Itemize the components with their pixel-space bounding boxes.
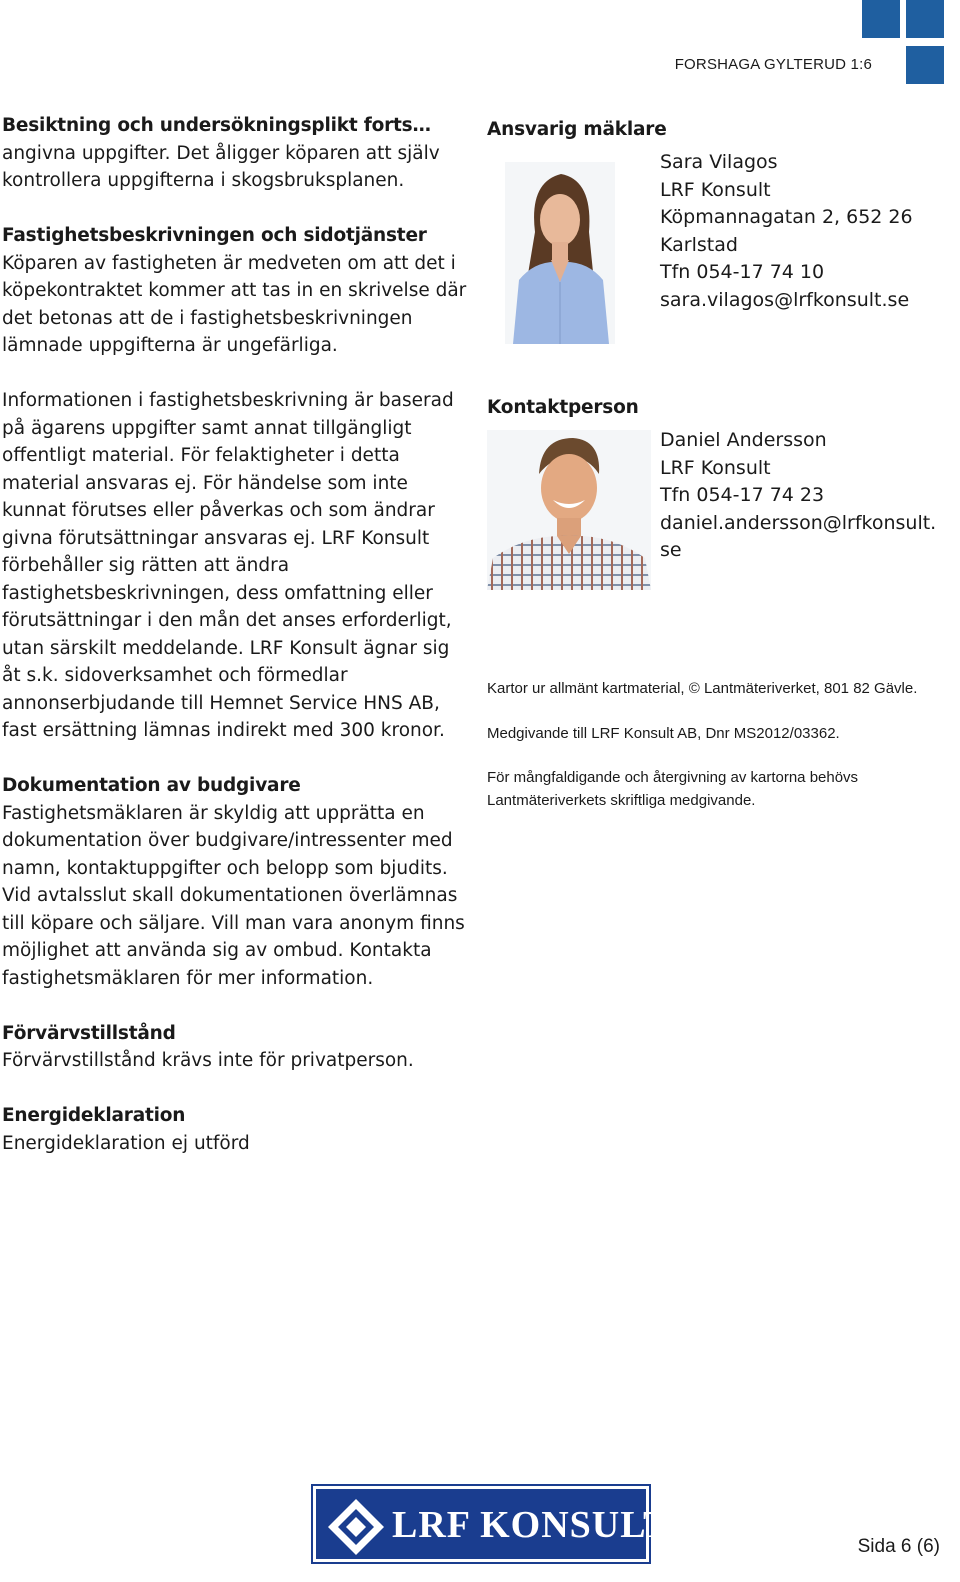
section-heading: Energideklaration bbox=[2, 1105, 186, 1126]
broker-card bbox=[487, 116, 947, 394]
credit-line: För mångfaldigande och återgivning av kartorna behövs Lantmäteriverkets skriftliga medgivande. bbox=[487, 769, 859, 809]
section-heading: Dokumentation av budgivare bbox=[2, 775, 301, 796]
contact-heading: Kontaktperson bbox=[487, 397, 639, 418]
decor-square bbox=[862, 0, 900, 38]
contact-phone: Tfn 054-17 74 23 bbox=[660, 484, 825, 506]
section-text: Förvärvstillstånd krävs inte för privatperson. bbox=[2, 1050, 414, 1071]
section-text: Köparen av fastigheten är medveten om att det i köpekontraktet kommer att tas in en skrivelse där det betonas att de i fastighetsbeskrivningen lämnade uppgifterna är ungefärliga. bbox=[2, 252, 467, 356]
contact-company: LRF Konsult bbox=[660, 456, 771, 479]
broker-city: Karlstad bbox=[660, 233, 738, 256]
section-information bbox=[2, 387, 472, 745]
section-budgivare bbox=[2, 772, 472, 992]
corner-decoration bbox=[860, 0, 960, 90]
broker-phone: Tfn 054-17 74 10 bbox=[660, 261, 825, 283]
broker-photo bbox=[505, 162, 615, 344]
lrf-konsult-logo bbox=[313, 1486, 670, 1562]
broker-email[interactable]: sara.vilagos@lrfkonsult.se bbox=[660, 288, 910, 311]
broker-info bbox=[660, 149, 945, 314]
document-title: FORSHAGA GYLTERUD 1:6 bbox=[674, 56, 872, 73]
section-text: Energideklaration ej utförd bbox=[2, 1132, 250, 1154]
section-heading: Besiktning och undersökningsplikt forts… bbox=[2, 115, 431, 136]
credit-line: Medgivande till LRF Konsult AB, Dnr MS2012/03362. bbox=[487, 724, 840, 742]
contact-photo bbox=[487, 430, 651, 590]
person-portrait-icon bbox=[487, 430, 651, 590]
broker-street: Köpmannagatan 2, 652 26 bbox=[660, 206, 913, 228]
page-number: Sida 6 (6) bbox=[857, 1536, 940, 1557]
decor-square bbox=[906, 0, 944, 38]
broker-name: Sara Vilagos bbox=[660, 151, 778, 173]
broker-company: LRF Konsult bbox=[660, 178, 771, 201]
section-forvarvstillstand bbox=[2, 1020, 472, 1075]
credit-line: Kartor ur allmänt kartmaterial, © Lantmäteriverket, 801 82 Gävle. bbox=[487, 680, 918, 697]
decor-square bbox=[906, 46, 944, 84]
section-sidotjanster bbox=[2, 222, 472, 360]
contact-info bbox=[660, 427, 945, 565]
section-text: angivna uppgifter. Det åligger köparen att själv kontrollera uppgifterna i skogsbruksplanen. bbox=[2, 142, 440, 191]
map-credits bbox=[487, 678, 945, 812]
contact-name: Daniel Andersson bbox=[660, 429, 827, 451]
section-besiktning bbox=[2, 112, 472, 195]
section-heading: Förvärvstillstånd bbox=[2, 1022, 176, 1044]
section-text: Fastighetsmäklaren är skyldig att upprätta en dokumentation över budgivare/intressenter med namn, kontaktuppgifter och belopp som bjudits. Vid avtalsslut skall dokumentationen överlämnas till köpare och säljare. Vill man vara anonym finns möjlighet att använda sig av ombud. Kontakta fastighetsmäklaren för mer information. bbox=[2, 802, 465, 989]
contact-email[interactable]: daniel.andersson@lrfkonsult.se bbox=[660, 511, 937, 561]
logo-wordmark: LRF KONSULT bbox=[392, 1504, 670, 1546]
section-text: Informationen i fastighetsbeskrivning är baserad på ägarens uppgifter samt annat tillgängligt offentligt material. För felaktigheter i detta material ansvaras ej. För händelse som inte kunnat förutses eller påverkas och som ändrar givna förutsättningar ansvaras ej. LRF Konsult förbehåller sig rätten att ändra fastighetsbeskrivningen, dess omfattning eller förutsättningar i den mån det anses erforderligt, utan särskilt meddelande. LRF Konsult ägnar sig åt s.k. sidoverksamhet och förmedlar annonserbjudande till Hemnet Service HNS AB, fast ersättning lämnas indirekt med 300 kronor. bbox=[2, 390, 454, 741]
section-heading: Fastighetsbeskrivningen och sidotjänster bbox=[2, 225, 427, 246]
person-portrait-icon bbox=[505, 162, 615, 344]
left-column bbox=[2, 112, 472, 1185]
right-column bbox=[487, 116, 947, 834]
broker-heading: Ansvarig mäklare bbox=[487, 119, 667, 140]
contact-card bbox=[487, 394, 947, 672]
section-energideklaration bbox=[2, 1102, 472, 1157]
diamond-emblem-icon bbox=[324, 1495, 388, 1555]
